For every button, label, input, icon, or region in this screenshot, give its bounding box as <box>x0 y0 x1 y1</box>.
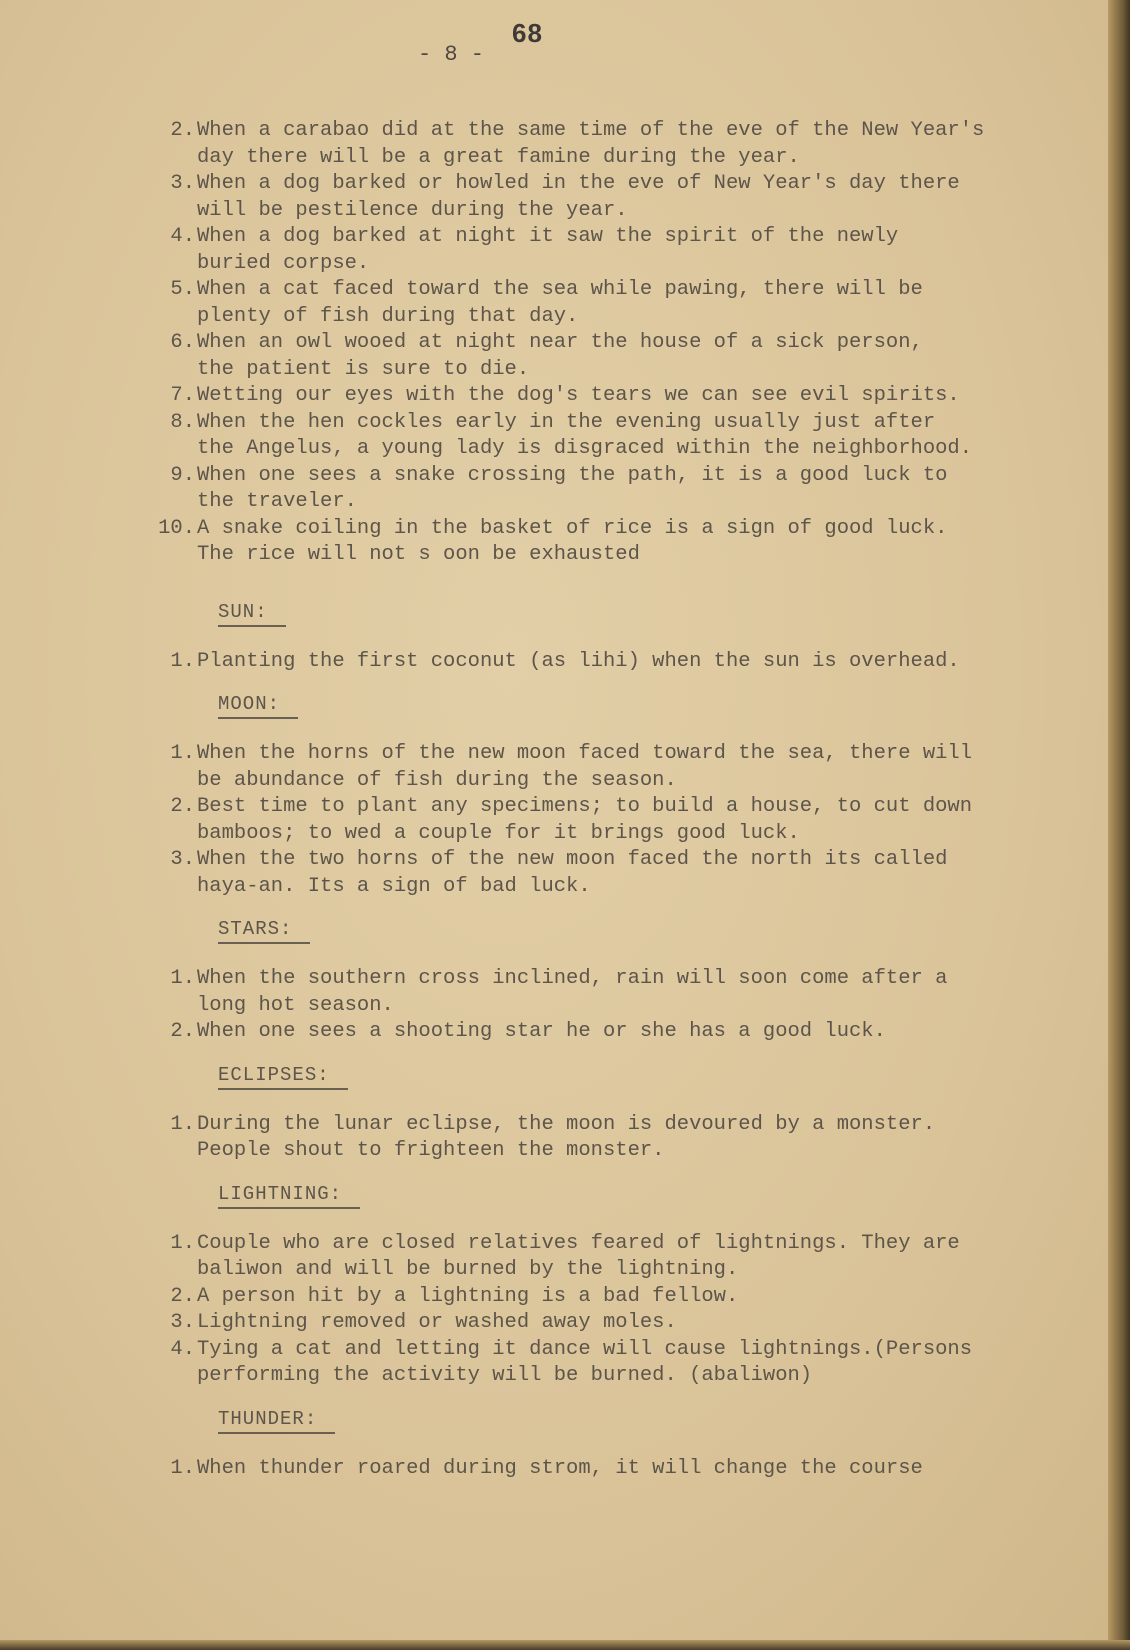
item-number: 2. <box>170 1020 195 1043</box>
list-item <box>0 330 1108 383</box>
item-number: 1. <box>170 1112 195 1136</box>
item-text <box>197 330 1108 383</box>
text-line: day there will be a great famine during the year. <box>197 145 800 169</box>
text-line: A snake coiling in the basket of rice is a sign of good luck. <box>197 516 948 540</box>
text-line: The rice will not s oon be exhausted <box>197 543 640 566</box>
text-line: When the southern cross inclined, rain will soon come after a <box>197 967 948 990</box>
section-heading-row <box>0 918 1108 944</box>
item-text <box>197 966 1108 1019</box>
item-text <box>197 410 1108 463</box>
section-heading-row <box>0 693 1108 719</box>
text-line: plenty of fish during that day. <box>197 304 579 328</box>
section-heading-row <box>0 1408 1108 1434</box>
section-heading: ECLIPSES: <box>218 1064 348 1090</box>
item-text <box>197 383 1108 410</box>
item-text <box>197 171 1108 224</box>
section-heading: STARS: <box>218 918 310 944</box>
text-line: Planting the first coconut (as lihi) when the sun is overhead. <box>197 649 960 673</box>
list-item <box>0 277 1108 330</box>
text-line: Lightning removed or washed away moles. <box>197 1311 677 1334</box>
list-item <box>0 463 1108 516</box>
list-item <box>0 649 1108 676</box>
item-text <box>197 516 1108 569</box>
text-line: the patient is sure to die. <box>197 357 530 381</box>
text-line: the Angelus, a young lady is disgraced within the neighborhood. <box>197 437 973 460</box>
section-heading-row <box>0 1183 1108 1209</box>
section-heading-row <box>0 601 1108 627</box>
text-line: When one sees a shooting star he or she has a good luck. <box>197 1020 886 1043</box>
text-line: When a dog barked at night it saw the spirit of the newly <box>197 225 899 248</box>
list-item <box>0 847 1108 900</box>
text-line: bamboos; to wed a couple for it brings good luck. <box>197 821 800 845</box>
list-item <box>0 1019 1108 1046</box>
section-heading: THUNDER: <box>218 1408 335 1434</box>
list-item <box>0 1310 1108 1337</box>
text-line: When the two horns of the new moon faced the north its called <box>197 848 948 871</box>
item-text <box>197 741 1108 794</box>
list-item <box>0 118 1108 171</box>
item-number: 1. <box>170 1231 195 1255</box>
item-text <box>197 118 1108 171</box>
item-text <box>197 1310 1108 1337</box>
page-edge-shadow <box>1108 0 1130 1650</box>
item-number: 1. <box>170 967 195 990</box>
item-text <box>197 224 1108 277</box>
page-bottom-edge <box>0 1640 1130 1650</box>
text-line: When a dog barked or howled in the eve of New Year's day there <box>197 172 960 195</box>
document-body <box>0 118 1108 1482</box>
section-heading: LIGHTNING: <box>218 1183 360 1209</box>
item-number: 4. <box>170 1337 195 1361</box>
item-number: 8. <box>170 410 195 434</box>
section-heading: SUN: <box>218 601 286 627</box>
item-text <box>197 1284 1108 1311</box>
item-number: 2. <box>170 1284 195 1308</box>
item-number: 4. <box>170 225 195 248</box>
text-line: During the lunar eclipse, the moon is devoured by a monster. <box>197 1112 936 1136</box>
section-heading-row <box>0 1064 1108 1090</box>
text-line: A person hit by a lightning is a bad fellow. <box>197 1284 739 1308</box>
list-item <box>0 1112 1108 1165</box>
text-line: When the horns of the new moon faced toward the sea, there will <box>197 742 973 765</box>
list-item <box>0 224 1108 277</box>
handwritten-page-number: 68 <box>512 18 543 48</box>
text-line: When the hen cockles early in the evening usually just after <box>197 410 936 434</box>
item-number: 9. <box>170 463 195 487</box>
item-number: 7. <box>170 384 195 407</box>
text-line: will be pestilence during the year. <box>197 198 628 222</box>
item-text <box>197 1019 1108 1046</box>
list-item <box>0 1231 1108 1284</box>
item-number: 3. <box>170 848 195 871</box>
item-number: 5. <box>170 278 195 301</box>
text-line: People shout to frighteen the monster. <box>197 1139 665 1162</box>
text-line: Couple who are closed relatives feared of lightnings. They are <box>197 1231 960 1255</box>
list-item <box>0 410 1108 463</box>
text-line: long hot season. <box>197 993 394 1017</box>
typed-page-number: - 8 - <box>418 42 485 67</box>
item-number: 1. <box>170 649 195 673</box>
item-text <box>197 277 1108 330</box>
text-line: Best time to plant any specimens; to build a house, to cut down <box>197 795 973 818</box>
item-text <box>197 1337 1108 1390</box>
section-heading: MOON: <box>218 693 298 719</box>
item-text <box>197 847 1108 900</box>
item-number: 3. <box>170 1311 195 1334</box>
text-line: baliwon and will be burned by the lightning. <box>197 1258 739 1281</box>
list-item <box>0 1337 1108 1390</box>
text-line: performing the activity will be burned. (abaliwon) <box>197 1364 813 1387</box>
item-number: 1. <box>170 742 195 765</box>
list-item <box>0 1284 1108 1311</box>
text-line: When one sees a snake crossing the path, it is a good luck to <box>197 463 948 487</box>
list-item <box>0 516 1108 569</box>
text-line: haya-an. Its a sign of bad luck. <box>197 874 591 898</box>
item-number: 2. <box>170 795 195 818</box>
text-line: buried corpse. <box>197 251 370 275</box>
list-item <box>0 1456 1108 1483</box>
item-number: 3. <box>170 172 195 195</box>
item-text <box>197 1112 1108 1165</box>
text-line: When a carabao did at the same time of the eve of the New Year's <box>197 119 985 142</box>
item-text <box>197 1456 1108 1483</box>
text-line: Tying a cat and letting it dance will cause lightnings.(Persons <box>197 1337 973 1361</box>
item-text <box>197 794 1108 847</box>
item-number: 6. <box>170 331 195 354</box>
text-line: the traveler. <box>197 490 357 513</box>
text-line: When thunder roared during strom, it will change the course <box>197 1456 923 1480</box>
list-item <box>0 794 1108 847</box>
text-line: When an owl wooed at night near the house of a sick person, <box>197 331 923 354</box>
item-text <box>197 463 1108 516</box>
item-number: 10. <box>158 516 195 540</box>
item-text <box>197 649 1108 676</box>
list-item <box>0 383 1108 410</box>
item-number: 1. <box>170 1456 195 1480</box>
item-text <box>197 1231 1108 1284</box>
list-item <box>0 171 1108 224</box>
item-number: 2. <box>170 119 195 142</box>
text-line: Wetting our eyes with the dog's tears we can see evil spirits. <box>197 384 960 407</box>
list-item <box>0 741 1108 794</box>
text-line: be abundance of fish during the season. <box>197 768 677 792</box>
list-item <box>0 966 1108 1019</box>
text-line: When a cat faced toward the sea while pawing, there will be <box>197 278 923 301</box>
